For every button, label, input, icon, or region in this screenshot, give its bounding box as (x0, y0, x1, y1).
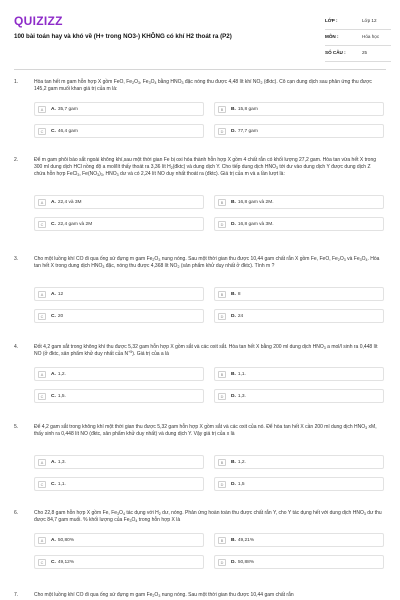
meta-row-count (325, 46, 391, 62)
page-header (0, 0, 400, 68)
option-text: 1,3. (237, 394, 246, 400)
option-label (51, 394, 66, 399)
meta-value: 25 (362, 50, 368, 55)
answer-option-c[interactable] (34, 555, 204, 569)
question-text: Đốt 4,2 gam sắt trong không khí thu được 5,32 gam hỗn hợp X gồm sắt và các oxit sắt. Hòa tan hết X bằng 200 ml dung dịch $HNO_3$ a mol/l sinh ra 0,448 lít NO (ở đktc, sản phẩm khử duy nhất của $N^{+5}$). Giá trị của a là (34, 344, 378, 358)
option-text: 24 (237, 313, 244, 319)
option-text: 35,7 gam (57, 107, 78, 113)
answer-option-d[interactable] (214, 389, 384, 403)
answer-option-b[interactable] (214, 533, 384, 547)
option-label (51, 129, 78, 134)
option-label (51, 107, 78, 112)
option-key: B. (231, 538, 236, 544)
answer-option-b[interactable] (214, 287, 384, 301)
option-key: D. (231, 313, 236, 319)
option-key: D. (231, 560, 236, 566)
question-text: Cho một luồng khí CO đi qua ống sứ đựng m gam $Fe_2O_3$ nung nóng. Sau một thời gian thu được 10,44 gam chất rắn X gồm Fe, FeO, $Fe_2O_3$ và $Fe_3O_4$. Hòa tan hết X trong dung dịch $HNO_3$ đặc, nóng thu được 4,368 lít $NO_2$ (sản phẩm khử duy nhất ở đktc). Tính m ? (34, 256, 380, 270)
page-title: 100 bài toán hay và khó về (H+ trong NO3-) KHÔNG có khí H2 thoát ra (P2) (14, 33, 232, 40)
option-letter-box: A (38, 106, 46, 113)
meta-row-class (325, 14, 391, 30)
option-letter-box: C (38, 559, 46, 566)
option-letter-box: D (218, 313, 226, 320)
option-label (231, 292, 240, 297)
answer-option-c[interactable] (34, 217, 204, 231)
option-text: 22,4 gam và 2M (57, 221, 93, 227)
answer-option-a[interactable] (34, 195, 204, 209)
option-text: 16,8 gam và 2M. (237, 199, 274, 205)
quizizz-logo: QUIZIZZ (14, 14, 63, 28)
answer-option-b[interactable] (214, 367, 384, 381)
option-letter-box: C (38, 128, 46, 135)
option-text: 46,4 gam (57, 129, 78, 135)
meta-row-subject (325, 30, 391, 46)
option-text: 49,21% (237, 538, 255, 544)
answer-option-a[interactable] (34, 455, 204, 469)
option-key: D. (231, 394, 236, 400)
option-text: 1,2. (57, 372, 66, 378)
answer-option-c[interactable] (34, 477, 204, 491)
option-text: 50,88% (237, 560, 255, 566)
option-text: 8 (237, 291, 241, 297)
option-label (51, 560, 74, 565)
option-text: 16,8 gam và 3M. (237, 221, 274, 227)
option-letter-box: B (218, 106, 226, 113)
option-label (51, 482, 66, 487)
option-letter-box: D (218, 393, 226, 400)
option-label (231, 222, 274, 227)
option-letter-box: D (218, 128, 226, 135)
option-key: C. (51, 129, 56, 135)
answer-option-a[interactable] (34, 102, 204, 116)
option-letter-box: C (38, 313, 46, 320)
option-letter-box: A (38, 199, 46, 206)
option-text: 1,1. (237, 372, 246, 378)
option-label (51, 200, 82, 205)
meta-table (325, 14, 391, 62)
option-text: 22,4 và 3M (57, 199, 82, 205)
question-text: Để m gam phôi bào sắt ngoài không khí,sau một thời gian Fe bị oxi hóa thành hỗn hợp X gồm 4 chất rắn có khối lượng 27,2 gam. Hòa tan vừa hết X trong 300 ml dung dịch HCl nồng độ a mol/lít thấy thoát ra 3,36 lít $H_2(đktc)$ và dung dịch Y. Cho tiếp dung dịch $HNO_3$ tới dư vào dung dịch Y được dung dịch Z chứa hỗn hợp FeCl$_3$, $Fe(NO_3)_3$, $HNO_3$ dư và có 2,24 lít NO duy nhất thoát ra (đktc). Giá trị của m và a lần lượt là: (34, 157, 377, 178)
option-key: A. (51, 291, 56, 297)
option-key: B. (231, 291, 236, 297)
option-text: 1,1. (57, 481, 66, 487)
option-key: B. (231, 199, 236, 205)
option-key: D. (231, 221, 236, 227)
answer-option-b[interactable] (214, 455, 384, 469)
option-key: C. (51, 394, 56, 400)
option-label (51, 460, 66, 465)
option-label (51, 314, 63, 319)
option-label (51, 222, 92, 227)
option-letter-box: A (38, 371, 46, 378)
option-key: C. (51, 313, 56, 319)
question-number: 7. (14, 592, 19, 598)
answer-option-b[interactable] (214, 195, 384, 209)
option-text: 20 (57, 313, 64, 319)
option-label (231, 200, 274, 205)
option-letter-box: D (218, 481, 226, 488)
answer-option-c[interactable] (34, 389, 204, 403)
option-key: A. (51, 199, 56, 205)
option-key: A. (51, 107, 56, 113)
option-letter-box: B (218, 199, 226, 206)
option-label (231, 372, 246, 377)
option-key: B. (231, 459, 236, 465)
option-letter-box: B (218, 371, 226, 378)
answer-option-b[interactable] (214, 102, 384, 116)
meta-key: MÔN : (325, 34, 339, 39)
answer-option-d[interactable] (214, 124, 384, 138)
answer-option-d[interactable] (214, 217, 384, 231)
option-key: C. (51, 560, 56, 566)
option-text: 49,12% (57, 560, 75, 566)
meta-value: Hóa học (362, 34, 380, 39)
option-letter-box: A (38, 537, 46, 544)
option-text: 77,7 gam (237, 129, 258, 135)
option-letter-box: C (38, 221, 46, 228)
option-label (231, 129, 258, 134)
option-key: A. (51, 372, 56, 378)
answer-option-c[interactable] (34, 124, 204, 138)
option-label (231, 538, 254, 543)
option-text: 1,2. (237, 459, 246, 465)
question-number: 1. (14, 79, 19, 85)
option-label (231, 460, 246, 465)
option-letter-box: B (218, 459, 226, 466)
answer-option-a[interactable] (34, 533, 204, 547)
option-letter-box: C (38, 393, 46, 400)
question-number: 6. (14, 510, 19, 516)
question-number: 3. (14, 256, 19, 262)
option-key: C. (51, 481, 56, 487)
option-letter-box: D (218, 559, 226, 566)
option-text: 12 (57, 291, 64, 297)
option-key: D. (231, 481, 236, 487)
answer-option-d[interactable] (214, 477, 384, 491)
option-text: 50,80% (57, 538, 75, 544)
option-label (231, 107, 258, 112)
answer-option-d[interactable] (214, 555, 384, 569)
question-text: Để 4,2 gam sắt trong không khí một thời gian thu được 5,32 gam hỗn hợp X gồm sắt và các oxit của nó. Để hòa tan hết X cần 200 ml dung dịch $HNO_3$ xM, thấy sinh ra 0,448 lít NO (đktc, sản phẩm khử duy nhất) và dung dịch Y. Vậy giá trị của x là (34, 424, 377, 438)
option-text: 1,5 (237, 481, 245, 487)
option-label (231, 394, 246, 399)
answer-option-a[interactable] (34, 367, 204, 381)
option-key: D. (231, 129, 236, 135)
option-label (231, 314, 243, 319)
option-key: A. (51, 459, 56, 465)
question-number: 2. (14, 157, 19, 163)
question-text: Cho một luồng khí CO đi qua ống sứ đựng m gam $Fe_2O_3$ nung nóng. Sau một thời gian thu được 10,44 gam chất rắn (34, 592, 294, 598)
answer-option-a[interactable] (34, 287, 204, 301)
option-text: 15,8 gam (237, 107, 258, 113)
option-letter-box: A (38, 291, 46, 298)
option-key: B. (231, 372, 236, 378)
option-letter-box: D (218, 221, 226, 228)
option-key: C. (51, 221, 56, 227)
option-letter-box: A (38, 459, 46, 466)
question-text: Hòa tan hết m gam hỗn hợp X gồm FeO, $Fe_2O_3$, $Fe_3O_4$ bằng $HNO_3$ đặc nóng thu được 4,48 lít khí $NO_2$ (đktc). Cô cạn dung dịch sau phản ứng thu được 145,2 gam muối khan giá trị của m là: (34, 79, 372, 93)
option-letter-box: B (218, 291, 226, 298)
option-text: 1,5. (57, 394, 66, 400)
header-divider (14, 69, 386, 70)
question-number: 4. (14, 344, 19, 350)
answer-option-c[interactable] (34, 309, 204, 323)
question-text: Cho 22,8 gam hỗn hợp X gồm Fe, $Fe_3O_4$ tác dụng với $H_2$ dư, nóng. Phản ứng hoàn toàn thu được chất rắn Y, cho Y tác dụng hết với dung dịch $HNO_3$ dư thu được 84,7 gam muối. % khối lượng của $Fe_3O_4$ trong hỗn hợp X là (34, 510, 382, 524)
option-label (231, 560, 254, 565)
option-label (51, 372, 66, 377)
option-text: 1,3. (57, 459, 66, 465)
meta-value: Lớp 12 (362, 18, 377, 23)
option-label (51, 538, 74, 543)
option-letter-box: C (38, 481, 46, 488)
option-label (231, 482, 244, 487)
option-label (51, 292, 63, 297)
option-letter-box: B (218, 537, 226, 544)
answer-option-d[interactable] (214, 309, 384, 323)
option-key: B. (231, 107, 236, 113)
meta-key: LỚP : (325, 18, 338, 23)
question-number: 5. (14, 424, 19, 430)
meta-key: SỐ CÂU : (325, 50, 346, 55)
option-key: A. (51, 538, 56, 544)
